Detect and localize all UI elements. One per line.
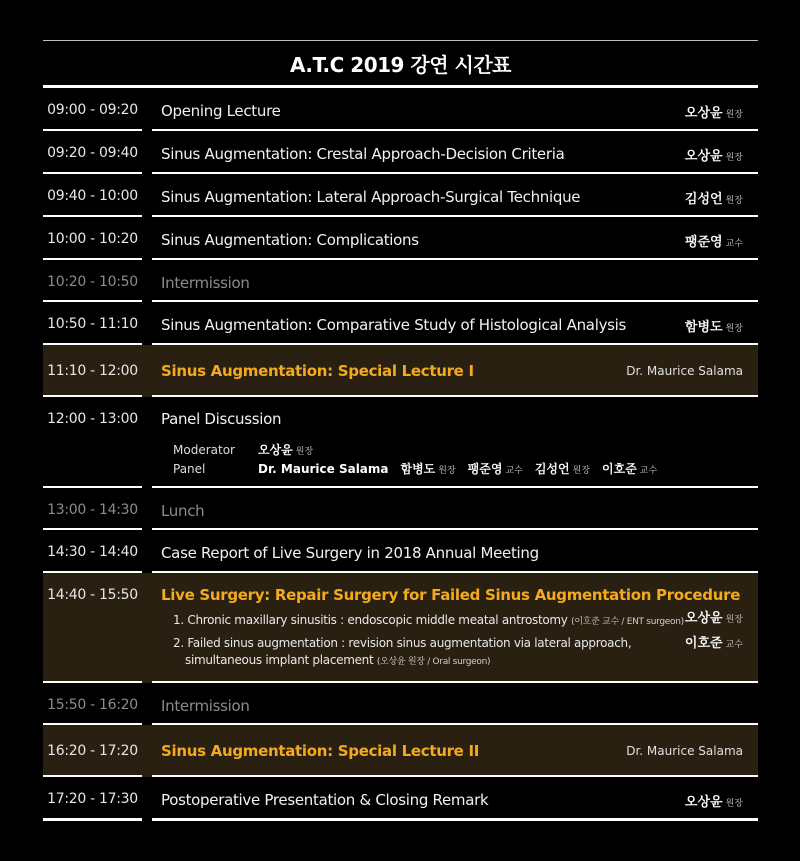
procedure-surgeon: (이호준 교수 / ENT surgeon) [571, 617, 684, 627]
speaker-role: 원장 [725, 615, 743, 625]
session-cell [152, 397, 758, 488]
schedule-row [43, 302, 758, 345]
time-slot: 10:00 - 10:20 [43, 217, 142, 260]
speaker-role: 원장 [725, 196, 743, 206]
panelist [602, 460, 657, 477]
panelist [468, 460, 523, 477]
moderator-line [173, 440, 743, 459]
panel-line [173, 459, 743, 478]
session-title: Sinus Augmentation: Special Lecture I [161, 362, 474, 380]
session-title: Postoperative Presentation & Closing Remark [161, 791, 489, 809]
person-role: 교수 [505, 466, 523, 476]
schedule-row-featured [43, 345, 758, 397]
session-title: Intermission [161, 697, 250, 715]
speaker [685, 607, 743, 632]
session-cell [152, 174, 758, 217]
schedule-row [43, 260, 758, 302]
session-title: Sinus Augmentation: Lateral Approach-Surgical Technique [161, 188, 581, 206]
session-cell [152, 131, 758, 174]
time-slot: 09:00 - 09:20 [43, 88, 142, 131]
panelist [258, 462, 389, 476]
procedure-text: 1. Chronic maxillary sinusitis : endoscopic middle meatal antrostomy [173, 613, 568, 627]
speaker-role: 교수 [725, 640, 743, 650]
session-title: Sinus Augmentation: Special Lecture II [161, 742, 480, 760]
speaker [685, 188, 743, 207]
speaker-stack [685, 607, 743, 657]
session-cell [152, 488, 758, 530]
speaker-name: 오상윤 [684, 611, 723, 626]
person-name: 이호준 [602, 462, 637, 476]
person-role: 원장 [295, 447, 314, 457]
session-title: Panel Discussion [161, 410, 282, 428]
speaker [685, 102, 743, 121]
speaker-role: 원장 [725, 110, 743, 120]
moderator-label: Moderator [173, 442, 235, 457]
schedule-row [43, 174, 758, 217]
speaker-role: 원장 [725, 799, 743, 809]
panel-details [173, 440, 743, 478]
session-cell [152, 530, 758, 573]
session-title: Sinus Augmentation: Crestal Approach-Decision Criteria [161, 145, 565, 163]
person-role: 원장 [438, 466, 456, 476]
session-title: Intermission [161, 274, 250, 292]
session-cell [152, 725, 758, 777]
speaker-name: 오상윤 [684, 149, 723, 164]
speaker-name: 오상윤 [684, 795, 723, 810]
session-cell [152, 345, 758, 397]
session-cell [152, 573, 758, 683]
schedule-table [43, 40, 758, 821]
time-slot: 10:20 - 10:50 [43, 260, 142, 302]
panelist [401, 460, 456, 477]
time-slot: 11:10 - 12:00 [43, 345, 142, 397]
schedule-title: A.T.C 2019 강연 시간표 [43, 40, 758, 88]
session-cell [152, 217, 758, 260]
schedule-row [43, 777, 758, 821]
procedure-text: 2. Failed sinus augmentation : revision sinus augmentation via lateral approach, [173, 636, 632, 650]
speaker-name: 오상윤 [684, 106, 723, 121]
session-title: Live Surgery: Repair Surgery for Failed Sinus Augmentation Procedure [161, 586, 741, 604]
panelist [535, 460, 590, 477]
schedule-row-featured [43, 573, 758, 683]
time-slot: 17:20 - 17:30 [43, 777, 142, 821]
procedure-text-cont [173, 652, 743, 671]
session-title: Lunch [161, 502, 205, 520]
guest-speaker: Dr. Maurice Salama [626, 744, 743, 758]
session-title: Opening Lecture [161, 102, 281, 120]
moderator-name [258, 441, 313, 458]
procedure-item [173, 635, 743, 671]
procedure-surgeon: (오상윤 원장 / Oral surgeon) [376, 657, 491, 667]
session-cell [152, 683, 758, 725]
schedule-row [43, 131, 758, 174]
schedule-row [43, 397, 758, 488]
session-cell [152, 260, 758, 302]
session-title: Sinus Augmentation: Complications [161, 231, 419, 249]
time-slot: 09:20 - 09:40 [43, 131, 142, 174]
panel-label: Panel [173, 461, 206, 476]
speaker [685, 316, 743, 335]
schedule-row [43, 530, 758, 573]
schedule-row [43, 88, 758, 131]
speaker-role: 교수 [725, 239, 743, 249]
procedure-list [173, 612, 743, 671]
session-cell [152, 777, 758, 821]
speaker [685, 791, 743, 810]
procedure-text2: simultaneous implant placement [185, 653, 374, 667]
time-slot: 09:40 - 10:00 [43, 174, 142, 217]
speaker-name: 함병도 [684, 320, 723, 335]
procedure-item [173, 612, 743, 631]
session-cell [152, 88, 758, 131]
speaker [685, 231, 743, 250]
schedule-row [43, 217, 758, 260]
time-slot: 14:30 - 14:40 [43, 530, 142, 573]
person-name: 팽준영 [467, 462, 503, 476]
speaker-role: 원장 [725, 153, 743, 163]
time-slot: 15:50 - 16:20 [43, 683, 142, 725]
person-name: Dr. Maurice Salama [258, 461, 389, 476]
person-name: 김성언 [534, 462, 570, 476]
guest-speaker: Dr. Maurice Salama [626, 364, 743, 378]
time-slot: 10:50 - 11:10 [43, 302, 142, 345]
person-name: 오상윤 [258, 443, 293, 457]
schedule-row [43, 488, 758, 530]
session-title: Sinus Augmentation: Comparative Study of Histological Analysis [161, 316, 627, 334]
speaker [685, 145, 743, 164]
speaker [685, 632, 743, 657]
session-title: Case Report of Live Surgery in 2018 Annual Meeting [161, 544, 539, 562]
schedule-row [43, 683, 758, 725]
person-name: 함병도 [400, 462, 436, 476]
time-slot: 12:00 - 13:00 [43, 397, 142, 488]
speaker-name: 이호준 [684, 636, 723, 651]
schedule-row-featured [43, 725, 758, 777]
time-slot: 16:20 - 17:20 [43, 725, 142, 777]
speaker-role: 원장 [725, 324, 743, 334]
person-role: 교수 [639, 466, 658, 476]
speaker-name: 팽준영 [684, 235, 723, 250]
time-slot: 14:40 - 15:50 [43, 573, 142, 683]
session-cell [152, 302, 758, 345]
time-slot: 13:00 - 14:30 [43, 488, 142, 530]
speaker-name: 김성언 [684, 192, 723, 207]
person-role: 원장 [572, 466, 591, 476]
